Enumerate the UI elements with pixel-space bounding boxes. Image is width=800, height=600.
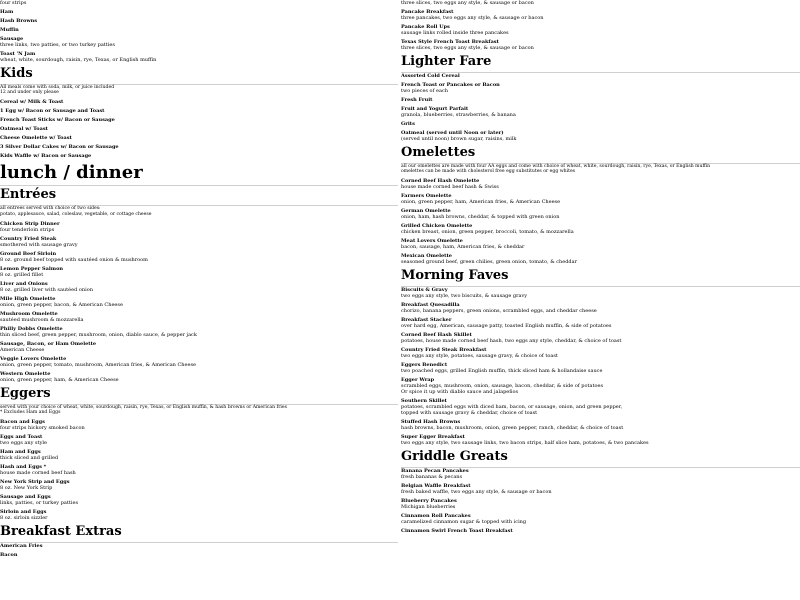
section-intro-line: 12 and under only please <box>0 90 59 96</box>
menu-item-name: Lemon Pepper Salmon <box>0 265 64 272</box>
menu-item-description: American Cheese <box>0 346 45 353</box>
menu-item-name: Country Fried Steak Breakfast <box>401 347 487 354</box>
menu-item <box>0 126 398 135</box>
menu-item-name: Grits <box>401 121 415 127</box>
menu-item-name: Mushroom Omelette <box>0 310 58 317</box>
menu-item-name: Corned Beef Hash Skillet <box>401 332 472 339</box>
menu-item <box>0 135 398 144</box>
menu-item-description: house made corned beef hash <box>0 470 76 477</box>
menu-item <box>0 371 398 383</box>
menu-item-description: bacon, sausage, ham, American fries, & cheddar <box>401 244 525 251</box>
menu-item-name: Stuffed Hash Browns <box>401 419 461 426</box>
menu-item <box>401 24 800 36</box>
menu-item-description: potatoes, house made corned beef hash, two eggs any style, cheddar, & choice of toast <box>401 338 622 345</box>
menu-item <box>0 251 398 263</box>
section-heading-breakfast-extras: Breakfast Extras <box>0 524 122 540</box>
menu-item <box>0 509 398 521</box>
menu-item-description: Michigan blueberries <box>401 504 456 511</box>
menu-item-name: Western Omelette <box>0 370 51 377</box>
section-intro-line: * Excludes Ham and Eggs <box>0 410 61 416</box>
menu-item <box>401 82 800 94</box>
menu-item <box>0 479 398 491</box>
section-intro-line: served with your choice of wheat, white, sourdough, raisin, rye, Texas, or English muffin, & hash browns or American fries <box>0 404 287 410</box>
section-heading-morning-faves: Morning Faves <box>401 268 509 284</box>
menu-item-name: Cinnamon Roll Pancakes <box>401 513 471 520</box>
menu-item-description: (served until noon) brown sugar, raisins, milk <box>401 136 517 142</box>
section-heading-lunch-dinner: lunch / dinner <box>0 162 143 184</box>
menu-item <box>401 302 800 314</box>
menu-item-description: fresh bananas & pecans <box>401 474 463 481</box>
menu-item-name: Bacon <box>0 552 18 559</box>
menu-item-name: Pancake Breakfast <box>401 9 454 15</box>
menu-item-name: Sausage <box>0 36 24 42</box>
menu-column-left <box>0 0 398 561</box>
menu-item <box>401 332 800 344</box>
menu-item <box>401 97 800 106</box>
menu-item-name: Ham <box>0 9 14 15</box>
section-intro <box>0 206 398 216</box>
menu-item <box>0 117 398 126</box>
menu-item <box>401 362 800 374</box>
menu-item <box>401 398 800 416</box>
menu-item-description: thick sliced and grilled <box>0 455 59 462</box>
menu-item <box>401 377 800 395</box>
menu-item <box>401 238 800 250</box>
menu-item-name: Super Egger Breakfast <box>401 434 465 441</box>
menu-item-description: three pancakes, two eggs any style, & sausage or bacon <box>401 15 544 21</box>
section-heading-eggers: Eggers <box>0 385 51 401</box>
menu-item <box>401 193 800 205</box>
menu-item <box>0 0 398 6</box>
menu-item-description: 8 oz. sirloin sizzler <box>0 515 48 522</box>
menu-item-description: two eggs any style <box>0 440 47 447</box>
menu-item-name: Fruit and Yogurt Parfait <box>401 106 469 112</box>
menu-item <box>0 543 398 552</box>
menu-item-description: 8 oz. grilled liver with sautéed onion <box>0 286 93 293</box>
menu-item-name: Toast 'N Jam <box>0 51 36 57</box>
section-intro <box>0 85 398 95</box>
menu-item-description: caramelized cinnamon sugar & topped with icing <box>401 519 527 526</box>
menu-item <box>401 223 800 235</box>
menu-item <box>0 464 398 476</box>
menu-item-description: hash browns, bacon, mushroom, onion, green pepper, ranch, cheddar, & choice of toast <box>401 425 624 432</box>
menu-item-name: Mile High Omelette <box>0 295 56 302</box>
menu-item <box>401 130 800 142</box>
menu-item <box>401 513 800 525</box>
menu-item-description: four strips <box>0 0 27 6</box>
menu-column-right <box>401 0 800 537</box>
menu-item-name: Sirloin and Eggs <box>0 509 47 516</box>
menu-item-name: Cheese Omelette w/ Toast <box>0 135 72 142</box>
menu-item-name: Texas Style French Toast Breakfast <box>401 39 499 45</box>
menu-item <box>0 18 398 27</box>
menu-item <box>0 341 398 353</box>
menu-item <box>0 356 398 368</box>
menu-item-description: chicken breast, onion, green pepper, broccoli, tomato, & mozzarella <box>401 229 574 236</box>
menu-item <box>0 449 398 461</box>
section-heading-entr-es: Entrées <box>0 187 57 203</box>
menu-item <box>401 317 800 329</box>
menu-item-description: onion, green pepper, ham, American fries, & American Cheese <box>401 199 561 206</box>
menu-item-name: Sausage, Bacon, or Ham Omelette <box>0 340 97 347</box>
menu-item-description: four tenderloin strips <box>0 226 55 233</box>
menu-item-description: three slices, two eggs any style, & sausage or bacon <box>401 45 534 51</box>
menu-item-name: Assorted Cold Cereal <box>401 73 460 79</box>
menu-item-description: sausage links rolled inside three pancakes <box>401 30 509 36</box>
menu-item-name: Pancake Roll Ups <box>401 24 450 30</box>
menu-item-description: two eggs any style, two sausage links, two bacon strips, half slice ham, potatoes, & two pancakes <box>401 440 649 447</box>
menu-item-name: Egger Wrap <box>401 377 435 384</box>
menu-item-name: Grilled Chicken Omelette <box>401 223 473 230</box>
menu-item <box>0 266 398 278</box>
menu-item-description: four strips hickory smoked bacon <box>0 425 85 432</box>
menu-item-description: three slices, two eggs any style, & sausage or bacon <box>401 0 534 6</box>
menu-item <box>0 51 398 63</box>
section-intro-line: all our omelettes are made with four AA eggs and come with choice of wheat, white, sourdough, raisin, rye, Texas, or English muffin <box>401 164 711 169</box>
menu-item-description: smothered with sausage gravy <box>0 241 78 248</box>
menu-item-description: 8 oz. New York Strip <box>0 485 53 492</box>
menu-item-name: Belgian Waffle Breakfast <box>401 483 471 490</box>
menu-item-description: house made corned beef hash & Swiss <box>401 184 499 191</box>
menu-item-name: Muffin <box>0 27 19 33</box>
menu-item-description: links, patties, or turkey patties <box>0 500 79 507</box>
menu-item-name: French Toast Sticks w/ Bacon or Sausage <box>0 117 115 124</box>
menu-item <box>0 552 398 561</box>
menu-item-description: sautéed mushroom & mozzarella <box>0 316 84 323</box>
menu-item-description: 8 oz. ground beef topped with sautéed onion & mushroom <box>0 256 148 263</box>
menu-item-name: Eggs and Toast <box>0 434 43 441</box>
menu-item-description: 8 oz. grilled fillet <box>0 271 44 278</box>
menu-item-name: Cinnamon Swirl French Toast Breakfast <box>401 528 513 535</box>
menu-item-name: Hash and Eggs * <box>0 464 47 471</box>
menu-item-name: Biscuits & Gravy <box>401 287 448 294</box>
menu-item <box>401 287 800 299</box>
menu-item <box>0 153 398 162</box>
menu-item <box>0 419 398 431</box>
menu-item <box>0 494 398 506</box>
menu-item-name: German Omelette <box>401 208 451 215</box>
menu-item <box>0 281 398 293</box>
menu-item-description: onion, ham, hash browns, cheddar, & topped with green onion <box>401 214 560 221</box>
menu-item-name: Oatmeal w/ Toast <box>0 126 48 133</box>
menu-item <box>401 106 800 118</box>
menu-item-name: Philly Dobbs Omelette <box>0 325 63 332</box>
menu-item <box>401 434 800 446</box>
menu-item-name: Southern Skillet <box>401 398 447 405</box>
section-divider <box>0 185 398 186</box>
section-intro <box>0 405 398 415</box>
menu-item-name: Corned Beef Hash Omelette <box>401 178 480 185</box>
menu-item-description: fresh baked waffle, two eggs any style, & sausage or bacon <box>401 489 552 496</box>
menu-item-name: Banana Pecan Pancakes <box>401 468 469 475</box>
section-heading-griddle-greats: Griddle Greats <box>401 449 508 465</box>
section-heading-omelettes: Omelettes <box>401 145 476 160</box>
menu-item-name: Hash Browns <box>0 18 38 24</box>
menu-item <box>401 483 800 495</box>
menu-item <box>401 9 800 21</box>
menu-item-description: three links, two patties, or two turkey patties <box>0 42 115 48</box>
menu-item-name: Mexican Omelette <box>401 253 452 260</box>
menu-item-description: two pieces of each <box>401 88 448 94</box>
section-intro-line: potato, applesauce, salad, coleslaw, vegetable, or cottage cheese <box>0 211 152 217</box>
menu-item-name: French Toast or Pancakes or Bacon <box>401 82 500 88</box>
menu-item <box>401 0 800 6</box>
menu-item <box>401 39 800 51</box>
menu-item-description: onion, green pepper, tomato, mushroom, American fries, & American Cheese <box>0 361 196 368</box>
menu-item <box>401 208 800 220</box>
menu-item <box>401 498 800 510</box>
menu-item <box>401 419 800 431</box>
menu-item <box>0 221 398 233</box>
menu-item-description: chorizo, banana peppers, green onions, scrambled eggs, and cheddar cheese <box>401 308 597 315</box>
menu-item <box>0 99 398 108</box>
menu-item-name: Country Fried Steak <box>0 235 57 242</box>
menu-item <box>0 236 398 248</box>
menu-item-description: two eggs any style, two biscuits, & sausage gravy <box>401 293 528 300</box>
section-intro-line: omelettes can be made with cholesterol free egg substitutes or egg whites <box>401 169 576 175</box>
menu-item-description: over hard egg, American, sausage patty, toasted English muffin, & side of potatoes <box>401 323 612 330</box>
menu-item-name: Eggers Benedict <box>401 362 448 369</box>
menu-item-name: 3 Silver Dollar Cakes w/ Bacon or Sausage <box>0 144 119 151</box>
menu-item-description: seasoned ground beef, green chilies, green onion, tomato, & cheddar <box>401 259 577 266</box>
menu-item <box>0 27 398 36</box>
menu-item-name: Blueberry Pancakes <box>401 498 457 505</box>
menu-item-name: Liver and Onions <box>0 280 48 287</box>
menu-item-name: Breakfast Stacker <box>401 317 452 324</box>
menu-item-name: American Fries <box>0 543 43 550</box>
menu-item-name: Bacon and Eggs <box>0 419 45 426</box>
menu-item-name: Veggie Lovers Omelette <box>0 355 67 362</box>
menu-item-description: onion, green pepper, bacon, & American Cheese <box>0 301 123 308</box>
menu-item <box>0 296 398 308</box>
menu-item <box>401 347 800 359</box>
menu-item-description: wheat, white, sourdough, raisin, rye, Texas, or English muffin <box>0 57 157 63</box>
menu-item <box>0 144 398 153</box>
section-heading-lighter-fare: Lighter Fare <box>401 54 492 69</box>
menu-item-name: Ham and Eggs <box>0 449 41 456</box>
menu-item-name: Chicken Strip Dinner <box>0 220 60 227</box>
menu-item-description: two poached eggs, grilled English muffin, thick sliced ham & hollandaise sauce <box>401 368 603 375</box>
menu-item <box>401 178 800 190</box>
menu-item-description: scrambled eggs, mushroom, onion, sausage, bacon, cheddar, & side of potatoes Or spice it up with diablo sauce and jalapeños <box>401 383 604 396</box>
menu-item-description: granola, blueberries, strawberries, & banana <box>401 112 516 118</box>
menu-item-description: thin sliced beef, green pepper, mushroom, onion, diablo sauce, & pepper jack <box>0 331 197 338</box>
menu-item <box>0 108 398 117</box>
menu-item <box>0 36 398 48</box>
menu-item <box>401 468 800 480</box>
menu-item <box>401 253 800 265</box>
menu-item-name: Kids Waffle w/ Bacon or Sausage <box>0 153 92 160</box>
menu-item-description: potatoes, scrambled eggs with diced ham, bacon, or sausage, onion, and green pepper, topped with sausage gravy & cheddar, choice of toast <box>401 404 623 417</box>
menu-item <box>401 73 800 82</box>
section-intro-line: All meals come with soda, milk, or juice included <box>0 85 115 90</box>
section-intro-line: all entrees served with choice of two sides: <box>0 206 101 212</box>
menu-item <box>0 311 398 323</box>
menu-item-name: Ground Beef Sirloin <box>0 250 57 257</box>
menu-item <box>401 121 800 130</box>
menu-item-name: 1 Egg w/ Bacon or Sausage and Toast <box>0 108 105 115</box>
section-intro <box>401 164 800 174</box>
menu-item-name: Cereal w/ Milk & Toast <box>0 99 64 106</box>
menu-item-name: Meat Lovers Omelette <box>401 238 463 245</box>
section-heading-kids: Kids <box>0 66 33 81</box>
menu-item-name: Breakfast Quesadilla <box>401 302 460 309</box>
menu-item <box>0 9 398 18</box>
menu-item-name: New York Strip and Eggs <box>0 479 70 486</box>
menu-item-description: two eggs any style, potatoes, sausage gravy, & choice of toast <box>401 353 558 360</box>
menu-item <box>401 528 800 537</box>
menu-item <box>0 326 398 338</box>
menu-item <box>0 434 398 446</box>
menu-item-description: onion, green pepper, ham, & American Cheese <box>0 376 119 383</box>
menu-item-name: Oatmeal (served until Noon or later) <box>401 130 504 136</box>
menu-item-name: Sausage and Eggs <box>0 494 51 501</box>
menu-item-name: Fresh Fruit <box>401 97 433 103</box>
menu-item-name: Farmers Omelette <box>401 193 452 200</box>
